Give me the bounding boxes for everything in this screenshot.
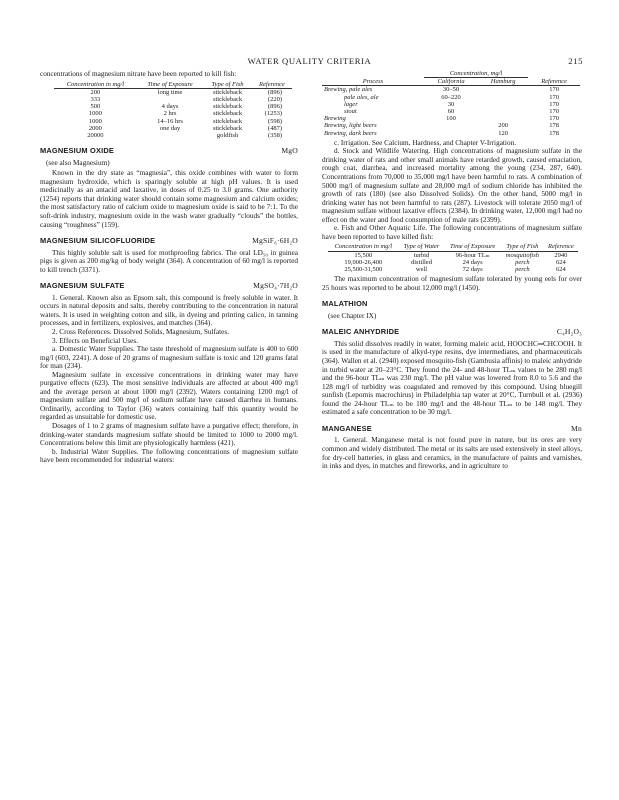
table-cell: 178: [549, 122, 559, 130]
table-cell: 170: [549, 115, 559, 123]
table-cell: (896): [267, 103, 282, 111]
section-title: MAGNESIUM SILICOFLUORIDE: [40, 236, 156, 246]
body-paragraph: This solid dissolves readily in water, forming maleic acid, HOOCHC═CHCOOH. It is used in the manufacture of alkyd-type resins, dye intermediates, and pharmaceuticals (364). Wallen et al. (2940) exposed mosquito-fish (Gambusia affinis) to maleic anhydride in turbid water at 20–23°C. They found the 24- and 48-hour TLₘ values to be 280 mg/l and the 96-hour TLₘ was 230 mg/l. The pH value was lowered from 8.0 to 5.6 and the 128 mg/l of turbidity was coagulated and removed by this compound. Using bluegill sunfish (Lepomis macrochirus) in Philadelphia tap water at 20°C, Turnbull et al. (2936) found the 24-hour TLₘ to be 180 mg/l and the 48-hour TLₘ to be 148 mg/l. They estimated a safe concentration to be 30 mg/l.: [322, 339, 582, 417]
body-paragraph: d. Stock and Wildlife Watering. High concentrations of magnesium sulfate in the drinking water of rats and other small animals have retarded growth, caused emaciation, rough coat, diarrhea, and increased mortality among the young (234, 287, 640). Concentrations from 70,000 to 35,000 mg/l have been harmful to rats. A combination of 5000 mg/l of magnesium sulfate and 28,000 mg/l of sodium chloride has inhibited the growth of rats (180) (see also Dissolved Solids). On the other hand, 5000 mg/l in drinking water has not been harmful to rats (287). Livestock will tolerate 2050 mg/l of magnesium sulfate without laxative effects (2384). In drinking water, 12,000 mg/l had no effect on the water and food consumption of male rats (2399).: [322, 147, 582, 224]
table-cell: 333: [90, 95, 101, 103]
body-paragraph: The maximum concentration of magnesium sulfate tolerated by young eels for over 25 hours was reported to be about 12,000 mg/l (1450).: [322, 275, 582, 292]
table-row: [322, 101, 580, 108]
column-header: Type of Water: [399, 243, 445, 251]
section-heading-magnesium-oxide: [40, 147, 298, 156]
table-cell: 170: [549, 108, 559, 116]
table-cell: Brewing, light beers: [324, 122, 377, 130]
table-cell: [478, 101, 528, 108]
see-also-note: (see Chapter IX): [328, 311, 377, 320]
body-paragraph: 3. Effects on Beneficial Uses.: [52, 336, 139, 345]
table-cell: 624: [556, 266, 566, 273]
table-cell: perch: [515, 266, 530, 273]
table-cell: 30: [447, 100, 455, 108]
table-row: [54, 96, 292, 103]
table-cell: 14–16 hrs: [157, 117, 183, 125]
table-cell: 170: [549, 93, 559, 101]
table-row: [322, 108, 580, 115]
table-row: [328, 266, 578, 273]
section-heading-manganese: [322, 425, 582, 434]
table-cell: 500: [90, 103, 101, 111]
table-cell: [424, 130, 478, 137]
table-cell: stickleback: [212, 103, 243, 111]
table-cell: 1000: [88, 110, 102, 118]
chemical-formula: Mn: [571, 423, 582, 433]
table-row: [328, 251, 578, 259]
table-cell: 25,500-31,500: [344, 266, 383, 273]
table-cell: distilled: [411, 258, 432, 266]
column-header: Process: [322, 78, 424, 86]
page-number: 215: [568, 56, 583, 66]
table-row: [54, 132, 292, 139]
table-cell: 120: [498, 129, 508, 137]
body-paragraph: Magnesium sulfate in excessive concentrations in drinking water may have purgative effects (623). The most sensitive individuals are affected at about 400 mg/l and the average person at about 1000 mg/l (2392). Waters containing 1200 mg/l of magnesium sulfate and 500 mg/l of sodium sulfate have caused diarrhea in humans. Ordinarily, according to Taylor (36) waters containing half this quantity would be regarded as unsuitable for domestic use.: [40, 370, 298, 422]
body-paragraph: 1. General. Manganese metal is not found pure in nature, but its ores are very common and widely distributed. The metal or its salts are used extensively in steel alloys, for dry-cell batteries, in glass and ceramics, in the manufacture of paints and varnishes, in inks and dyes, in matches and fireworks, and in agriculture to: [322, 436, 583, 471]
table-cell: 2940: [554, 251, 568, 259]
table-cell: mosquitofish: [505, 251, 539, 259]
table-cell: [424, 122, 478, 129]
table-row: [322, 94, 580, 101]
table-cell: pale ales, ale: [344, 93, 379, 101]
table-cell: 60–220: [441, 93, 461, 101]
nitrate-table: [54, 81, 292, 140]
table-cell: [137, 96, 203, 103]
column-header: Type of Fish: [203, 81, 252, 89]
table-cell: (220): [267, 95, 282, 103]
fish-toxicity-table: [328, 243, 578, 273]
table-cell: [137, 132, 203, 139]
body-paragraph: This highly soluble salt is used for mothproofing fabrics. The oral LD₅₀ in guinea pigs is given as 200 mg/kg of body weight (364). A concentration of 60 mg/l is reported to kill trench (3371).: [40, 248, 298, 274]
table-row: [322, 130, 580, 137]
table-cell: 24 days: [462, 258, 483, 266]
table-cell: turbid: [413, 251, 430, 259]
body-paragraph: Known in the dry state as “magnesia”, this oxide combines with water to form magnesium hydroxide, which is sparingly soluble at high pH values. It is used medicinally as an antacid and laxative, in doses of 0.25 to 3.0 grams. One authority (1254) reports that drinking water should contain some magnesium and calcium oxides; the most satisfactory ratio of calcium oxide to magnesium oxide is said to be 7:1. To the soft-drink industry, magnesium oxide in the wash water gradually “clouds” the bottles, causing “roughness” (159).: [40, 169, 298, 229]
table-cell: [478, 86, 528, 94]
column-header: Time of Exposure: [444, 243, 501, 251]
column-header: Time of Exposure: [137, 81, 203, 89]
table-cell: 72 days: [462, 266, 483, 273]
table-row: [322, 86, 580, 94]
table-cell: 30–50: [442, 86, 460, 94]
table-cell: stickleback: [212, 124, 243, 132]
table-cell: 200: [90, 88, 101, 96]
table-cell: well: [415, 266, 428, 273]
right-column: [322, 70, 582, 471]
table-cell: lager: [344, 100, 358, 108]
table-cell: [478, 108, 528, 115]
table-row: [54, 118, 292, 125]
table-cell: 200: [498, 122, 508, 130]
body-paragraph: a. Domestic Water Supplies. The taste threshold of magnesium sulfate is 400 to 600 mg/l (603, 2241). A dose of 20 grams of magnesium sulfate is toxic and 120 grams fatal for man (234).: [40, 345, 298, 371]
column-header: Hamburg: [478, 78, 528, 86]
table-cell: stickleback: [212, 88, 243, 96]
page-header: [0, 56, 619, 68]
table-cell: 178: [549, 129, 559, 137]
table-cell: 100: [446, 115, 456, 123]
table-header-row: [322, 70, 580, 78]
table-cell: (358): [267, 131, 282, 139]
section-heading-magnesium-silicofluoride: [40, 237, 298, 246]
industrial-concentration-table: [322, 70, 580, 137]
table-cell: 624: [556, 258, 566, 266]
table-cell: 170: [549, 86, 559, 94]
table-cell: 60: [447, 108, 455, 116]
table-cell: long time: [157, 88, 183, 96]
section-title: MALATHION: [322, 299, 368, 309]
column-header: Reference: [528, 78, 580, 86]
table-cell: [478, 94, 528, 101]
body-paragraph: Dosages of 1 to 2 grams of magnesium sulfate have a purgative effect; therefore, in drinking-water standards magnesium sulfate should be limited to 1000 to 2000 mg/l. Concentrations below this limit are physiologically harmless (421).: [40, 422, 298, 448]
table-cell: stout: [344, 108, 357, 116]
table-cell: 20000: [87, 131, 104, 139]
table-cell: 2 hrs: [163, 110, 177, 118]
table-cell: stickleback: [212, 117, 243, 125]
column-header: Concentration in mg/l: [54, 81, 137, 89]
table-cell: 96-hour TLₘ: [455, 251, 490, 259]
table-cell: (896): [267, 88, 282, 96]
table-row: [54, 110, 292, 117]
body-paragraph: e. Fish and Other Aquatic Life. The following concentrations of magnesium sulfate have been reported to have killed fish:: [322, 224, 582, 241]
table-cell: goldfish: [216, 131, 239, 139]
column-header: Reference: [252, 81, 292, 89]
table-cell: (1253): [264, 110, 282, 118]
table-cell: 19,000-26,400: [344, 258, 383, 266]
table-row: [54, 88, 292, 96]
table-cell: Brewing: [324, 115, 346, 123]
column-header: Type of Fish: [501, 243, 544, 251]
table-cell: (487): [267, 124, 282, 132]
table-cell: stickleback: [212, 110, 243, 118]
section-title: MAGNESIUM SULFATE: [40, 281, 125, 291]
table-row: [54, 125, 292, 132]
table-row: [322, 115, 580, 122]
table-cell: 15,500: [354, 251, 373, 259]
table-cell: Brewing, dark beers: [324, 129, 377, 137]
column-group-header: Concentration, mg/l: [424, 70, 528, 78]
running-title: WATER QUALITY CRITERIA: [247, 56, 372, 66]
table-row: [322, 122, 580, 129]
table-cell: one day: [159, 124, 181, 132]
section-heading-maleic-anhydride: [322, 328, 582, 337]
chemical-formula: MgSiF₆·6H₂O: [252, 236, 298, 246]
table-cell: 2000: [88, 124, 102, 132]
table-row: [328, 259, 578, 266]
chemical-formula: MgO: [281, 146, 298, 156]
section-title: MALEIC ANHYDRIDE: [322, 327, 400, 337]
section-heading-malathion: [322, 300, 582, 309]
column-header: California: [424, 78, 478, 86]
section-title: MAGNESIUM OXIDE: [40, 146, 115, 156]
see-also-note: (see also Magnesium): [46, 158, 110, 167]
table-cell: 170: [549, 100, 559, 108]
column-header: Reference: [544, 243, 578, 251]
table-cell: (598): [267, 117, 282, 125]
chemical-formula: MgSO₄·7H₂O: [253, 281, 298, 291]
body-paragraph: 1. General. Known also as Epsom salt, this compound is freely soluble in water. It occurs in natural deposits and salts, thereby contributing to the concentration in natural waters. It is used in weighting cotton and silk, in dyeing and printing calico, in tanning processes, and in fertilizers, explosives, and matches (364).: [40, 293, 298, 328]
section-title: MANGANESE: [322, 423, 372, 433]
table-header-row: [54, 81, 292, 89]
nitrate-intro: concentrations of magnesium nitrate have been reported to kill fish:: [40, 70, 237, 78]
table-header-row: [322, 78, 580, 86]
body-paragraph: c. Irrigation. See Calcium, Hardness, and Chapter V-Irrigation.: [334, 138, 517, 147]
table-cell: 1000: [88, 117, 102, 125]
left-column: [40, 70, 298, 465]
table-cell: [478, 115, 528, 122]
chemical-formula: C₄H₂O₃: [556, 327, 582, 337]
column-header: Concentration in mg/l: [328, 243, 399, 251]
table-header-row: [328, 243, 578, 251]
body-paragraph: b. Industrial Water Supplies. The following concentrations of magnesium sulfate have been recommended for industrial waters:: [40, 447, 298, 465]
table-cell: 4 days: [161, 103, 179, 111]
table-cell: perch: [515, 258, 530, 266]
table-row: [54, 103, 292, 110]
section-heading-magnesium-sulfate: [40, 282, 298, 291]
table-cell: Brewing, pale ales: [324, 86, 373, 94]
table-cell: stickleback: [212, 95, 243, 103]
body-paragraph: 2. Cross References. Dissolved Solids, Magnesium, Sulfates.: [52, 328, 230, 337]
